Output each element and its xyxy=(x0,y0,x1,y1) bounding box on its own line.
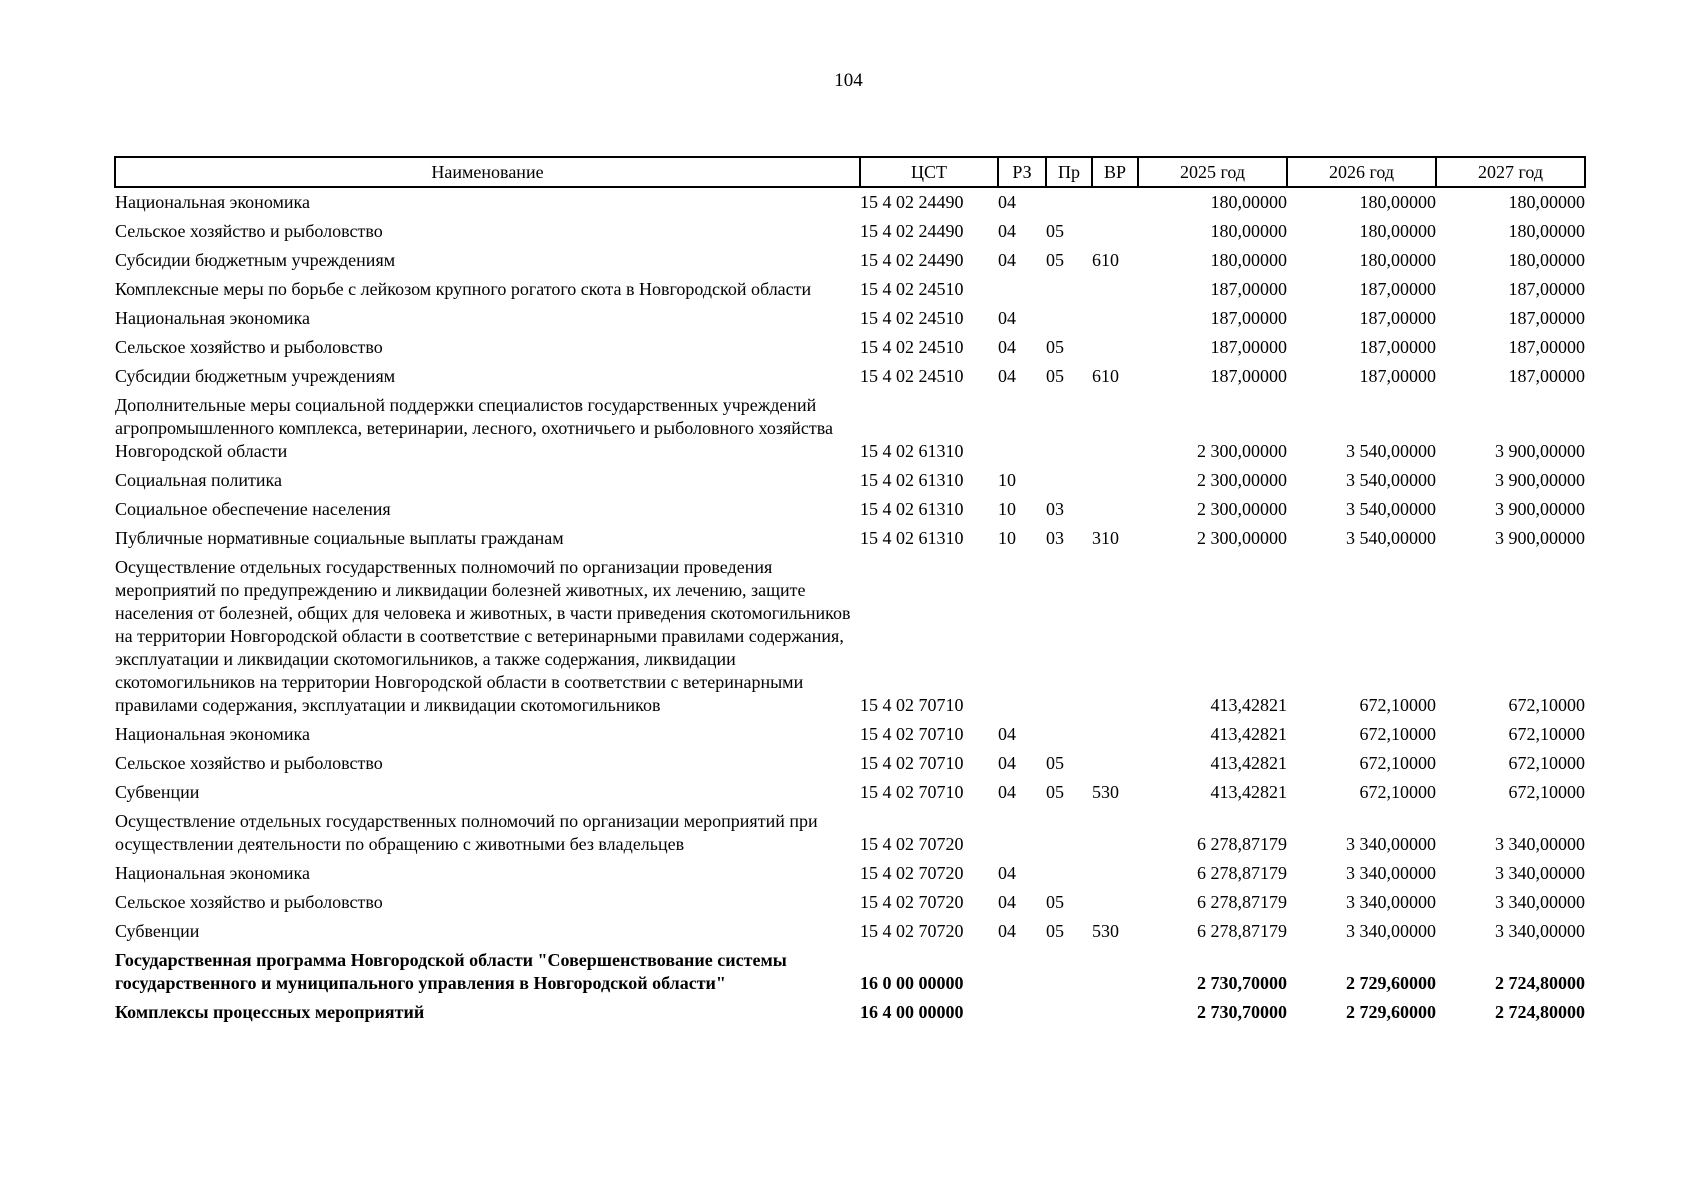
table-row xyxy=(115,495,1585,524)
cell-pr: 05 xyxy=(1046,366,1064,386)
cell-pr xyxy=(1046,391,1092,466)
table-row xyxy=(115,778,1585,807)
cell-y2025: 187,00000 xyxy=(1210,308,1287,328)
cell-vr xyxy=(1092,553,1138,720)
cell-name: Социальная политика xyxy=(115,470,282,490)
cell-y2025: 187,00000 xyxy=(1210,366,1287,386)
cell-vr: 530 xyxy=(1092,782,1119,802)
cell-y2027: 3 340,00000 xyxy=(1495,892,1585,912)
cell-pr: 05 xyxy=(1046,782,1064,802)
cell-y2026: 180,00000 xyxy=(1359,221,1436,241)
cell-y2027: 3 900,00000 xyxy=(1495,528,1585,548)
cell-y2027: 187,00000 xyxy=(1508,337,1585,357)
cell-vr: 530 xyxy=(1092,921,1119,941)
cell-y2025: 6 278,87179 xyxy=(1197,834,1287,854)
cell-rz: 10 xyxy=(998,528,1016,548)
cell-vr: 610 xyxy=(1092,250,1119,270)
cell-vr xyxy=(1092,888,1138,917)
table-header xyxy=(115,157,1585,187)
cell-vr xyxy=(1092,391,1138,466)
cell-y2027: 3 900,00000 xyxy=(1495,441,1585,461)
cell-pr: 03 xyxy=(1046,528,1064,548)
cell-vr xyxy=(1092,217,1138,246)
cell-cst: 15 4 02 70710 xyxy=(860,753,964,773)
cell-cst: 15 4 02 70720 xyxy=(860,921,964,941)
table-row xyxy=(115,217,1585,246)
table-row xyxy=(115,917,1585,946)
cell-y2027: 180,00000 xyxy=(1508,221,1585,241)
cell-y2027: 187,00000 xyxy=(1508,366,1585,386)
cell-y2026: 672,10000 xyxy=(1359,724,1436,744)
cell-y2025: 6 278,87179 xyxy=(1197,892,1287,912)
cell-y2027: 672,10000 xyxy=(1508,782,1585,802)
cell-pr xyxy=(1046,807,1092,859)
cell-cst: 15 4 02 24510 xyxy=(860,337,964,357)
cell-name: Комплексные меры по борьбе с лейкозом крупного рогатого скота в Новгородской области xyxy=(115,279,812,299)
cell-rz: 04 xyxy=(998,250,1016,270)
cell-y2027: 672,10000 xyxy=(1508,724,1585,744)
cell-name: Социальное обеспечение населения xyxy=(115,499,391,519)
cell-vr xyxy=(1092,495,1138,524)
cell-y2027: 672,10000 xyxy=(1508,753,1585,773)
cell-vr xyxy=(1092,946,1138,998)
cell-rz xyxy=(998,998,1046,1027)
cell-y2026: 3 540,00000 xyxy=(1346,528,1436,548)
table-row xyxy=(115,749,1585,778)
table-row xyxy=(115,466,1585,495)
cell-vr: 310 xyxy=(1092,528,1119,548)
cell-rz: 04 xyxy=(998,366,1016,386)
cell-cst: 15 4 02 70720 xyxy=(860,892,964,912)
table-row xyxy=(115,187,1585,217)
cell-rz xyxy=(998,946,1046,998)
cell-name: Национальная экономика xyxy=(115,724,310,744)
cell-y2025: 413,42821 xyxy=(1210,782,1287,802)
table-row xyxy=(115,946,1585,998)
cell-name: Национальная экономика xyxy=(115,192,310,212)
cell-y2026: 672,10000 xyxy=(1359,782,1436,802)
cell-name: Национальная экономика xyxy=(115,308,310,328)
cell-y2025: 6 278,87179 xyxy=(1197,921,1287,941)
cell-name: Субвенции xyxy=(115,782,200,802)
cell-cst: 15 4 02 24490 xyxy=(860,192,964,212)
cell-rz: 04 xyxy=(998,337,1016,357)
cell-vr xyxy=(1092,807,1138,859)
cell-y2025: 2 730,70000 xyxy=(1197,1002,1287,1022)
cell-y2026: 3 540,00000 xyxy=(1346,441,1436,461)
cell-name: Осуществление отдельных государственных полномочий по организации проведения мероприятий по предупреждению и ликвидации болезней животных, их лечению, защите населения от болезней, общих для человека и животных, в части приведения скотомогильников на территории Новгородской области в соответствие с ветеринарными правилами содержания, эксплуатации и ликвидации скотомогильников, а также содержания, ликвидации скотомогильников на территории Новгородской области в соответствии с ветеринарными правилами содержания, эксплуатации и ликвидации скотомогильников xyxy=(115,557,851,715)
cell-y2027: 180,00000 xyxy=(1508,192,1585,212)
table-row xyxy=(115,333,1585,362)
cell-y2026: 3 340,00000 xyxy=(1346,892,1436,912)
table-row xyxy=(115,391,1585,466)
cell-pr: 05 xyxy=(1046,753,1064,773)
cell-cst: 16 4 00 00000 xyxy=(860,1002,964,1022)
cell-y2025: 2 300,00000 xyxy=(1197,441,1287,461)
cell-y2025: 413,42821 xyxy=(1210,753,1287,773)
cell-cst: 16 0 00 00000 xyxy=(860,973,964,993)
cell-y2027: 3 340,00000 xyxy=(1495,863,1585,883)
cell-y2025: 187,00000 xyxy=(1210,337,1287,357)
header-rz: РЗ xyxy=(998,157,1046,187)
cell-rz: 04 xyxy=(998,782,1016,802)
cell-y2027: 2 724,80000 xyxy=(1495,973,1585,993)
cell-y2026: 187,00000 xyxy=(1359,308,1436,328)
cell-vr xyxy=(1092,720,1138,749)
table-row xyxy=(115,524,1585,553)
table-row xyxy=(115,362,1585,391)
cell-name: Национальная экономика xyxy=(115,863,310,883)
page-number: 104 xyxy=(834,70,863,91)
cell-vr xyxy=(1092,859,1138,888)
table-row xyxy=(115,553,1585,720)
cell-y2026: 180,00000 xyxy=(1359,250,1436,270)
cell-y2026: 3 540,00000 xyxy=(1346,499,1436,519)
header-name: Наименование xyxy=(115,157,860,187)
cell-rz: 04 xyxy=(998,308,1016,328)
cell-y2025: 180,00000 xyxy=(1210,192,1287,212)
table-row xyxy=(115,275,1585,304)
cell-rz xyxy=(998,391,1046,466)
cell-y2027: 3 900,00000 xyxy=(1495,470,1585,490)
table-row xyxy=(115,304,1585,333)
cell-name: Субвенции xyxy=(115,921,200,941)
cell-y2027: 187,00000 xyxy=(1508,279,1585,299)
cell-y2026: 672,10000 xyxy=(1359,753,1436,773)
cell-vr xyxy=(1092,275,1138,304)
cell-y2025: 2 730,70000 xyxy=(1197,973,1287,993)
cell-name: Комплексы процессных мероприятий xyxy=(115,1002,425,1022)
cell-pr xyxy=(1046,187,1092,217)
cell-y2025: 187,00000 xyxy=(1210,279,1287,299)
table-row xyxy=(115,246,1585,275)
cell-pr xyxy=(1046,466,1092,495)
cell-name: Публичные нормативные социальные выплаты гражданам xyxy=(115,528,564,548)
cell-cst: 15 4 02 70720 xyxy=(860,863,964,883)
cell-y2026: 187,00000 xyxy=(1359,279,1436,299)
cell-y2027: 3 340,00000 xyxy=(1495,834,1585,854)
cell-pr xyxy=(1046,553,1092,720)
cell-pr xyxy=(1046,304,1092,333)
table-row xyxy=(115,998,1585,1027)
cell-cst: 15 4 02 24510 xyxy=(860,308,964,328)
cell-y2027: 180,00000 xyxy=(1508,250,1585,270)
cell-name: Субсидии бюджетным учреждениям xyxy=(115,250,396,270)
cell-y2026: 2 729,60000 xyxy=(1346,1002,1436,1022)
cell-pr xyxy=(1046,720,1092,749)
cell-cst: 15 4 02 70710 xyxy=(860,724,964,744)
cell-rz: 04 xyxy=(998,863,1016,883)
cell-y2025: 2 300,00000 xyxy=(1197,499,1287,519)
cell-pr: 05 xyxy=(1046,337,1064,357)
cell-y2027: 3 340,00000 xyxy=(1495,921,1585,941)
cell-name: Сельское хозяйство и рыболовство xyxy=(115,337,383,357)
cell-vr xyxy=(1092,998,1138,1027)
cell-pr: 03 xyxy=(1046,499,1064,519)
cell-cst: 15 4 02 61310 xyxy=(860,470,964,490)
cell-y2025: 413,42821 xyxy=(1210,724,1287,744)
cell-rz: 04 xyxy=(998,724,1016,744)
cell-y2026: 3 540,00000 xyxy=(1346,470,1436,490)
cell-y2026: 672,10000 xyxy=(1359,695,1436,715)
cell-vr xyxy=(1092,304,1138,333)
cell-rz: 10 xyxy=(998,499,1016,519)
header-2027: 2027 год xyxy=(1436,157,1585,187)
table-row xyxy=(115,888,1585,917)
header-pr: Пр xyxy=(1046,157,1092,187)
cell-y2025: 2 300,00000 xyxy=(1197,470,1287,490)
cell-pr: 05 xyxy=(1046,921,1064,941)
cell-name: Дополнительные меры социальной поддержки специалистов государственных учреждений агропромышленного комплекса, ветеринарии, лесного, охотничьего и рыболовного хозяйства Новгородской области xyxy=(115,395,833,461)
cell-y2026: 187,00000 xyxy=(1359,337,1436,357)
cell-vr xyxy=(1092,333,1138,362)
cell-vr xyxy=(1092,749,1138,778)
cell-rz xyxy=(998,275,1046,304)
header-cst: ЦСТ xyxy=(860,157,998,187)
cell-cst: 15 4 02 61310 xyxy=(860,528,964,548)
cell-y2027: 672,10000 xyxy=(1508,695,1585,715)
cell-y2027: 3 900,00000 xyxy=(1495,499,1585,519)
cell-vr xyxy=(1092,466,1138,495)
cell-rz: 10 xyxy=(998,470,1016,490)
cell-cst: 15 4 02 24510 xyxy=(860,279,964,299)
cell-cst: 15 4 02 70720 xyxy=(860,834,964,854)
cell-name: Сельское хозяйство и рыболовство xyxy=(115,892,383,912)
cell-y2027: 187,00000 xyxy=(1508,308,1585,328)
cell-y2026: 2 729,60000 xyxy=(1346,973,1436,993)
cell-name: Сельское хозяйство и рыболовство xyxy=(115,221,383,241)
cell-vr: 610 xyxy=(1092,366,1119,386)
cell-rz: 04 xyxy=(998,892,1016,912)
cell-pr xyxy=(1046,998,1092,1027)
table-body xyxy=(115,187,1585,1027)
cell-rz xyxy=(998,807,1046,859)
cell-cst: 15 4 02 70710 xyxy=(860,695,964,715)
cell-y2025: 180,00000 xyxy=(1210,250,1287,270)
cell-cst: 15 4 02 24490 xyxy=(860,221,964,241)
cell-rz xyxy=(998,553,1046,720)
cell-name: Субсидии бюджетным учреждениям xyxy=(115,366,396,386)
cell-name: Осуществление отдельных государственных полномочий по организации мероприятий при осуществлении деятельности по обращению с животными без владельцев xyxy=(115,811,818,854)
cell-pr xyxy=(1046,275,1092,304)
cell-name: Государственная программа Новгородской области "Совершенствование системы государственного и муниципального управления в Новгородской области" xyxy=(115,950,787,993)
cell-y2025: 2 300,00000 xyxy=(1197,528,1287,548)
cell-pr: 05 xyxy=(1046,221,1064,241)
cell-y2026: 187,00000 xyxy=(1359,366,1436,386)
cell-pr xyxy=(1046,946,1092,998)
table-row xyxy=(115,807,1585,859)
cell-y2026: 3 340,00000 xyxy=(1346,921,1436,941)
table-row xyxy=(115,720,1585,749)
cell-y2026: 3 340,00000 xyxy=(1346,834,1436,854)
cell-y2026: 3 340,00000 xyxy=(1346,863,1436,883)
cell-pr: 05 xyxy=(1046,250,1064,270)
cell-cst: 15 4 02 24510 xyxy=(860,366,964,386)
cell-cst: 15 4 02 61310 xyxy=(860,441,964,461)
cell-rz: 04 xyxy=(998,921,1016,941)
table-row xyxy=(115,859,1585,888)
cell-y2025: 180,00000 xyxy=(1210,221,1287,241)
header-2025: 2025 год xyxy=(1138,157,1287,187)
header-2026: 2026 год xyxy=(1287,157,1436,187)
cell-rz: 04 xyxy=(998,192,1016,212)
cell-pr: 05 xyxy=(1046,892,1064,912)
cell-vr xyxy=(1092,187,1138,217)
cell-rz: 04 xyxy=(998,753,1016,773)
cell-cst: 15 4 02 24490 xyxy=(860,250,964,270)
cell-rz: 04 xyxy=(998,221,1016,241)
cell-y2025: 6 278,87179 xyxy=(1197,863,1287,883)
cell-cst: 15 4 02 70710 xyxy=(860,782,964,802)
cell-y2027: 2 724,80000 xyxy=(1495,1002,1585,1022)
cell-y2025: 413,42821 xyxy=(1210,695,1287,715)
cell-pr xyxy=(1046,859,1092,888)
cell-y2026: 180,00000 xyxy=(1359,192,1436,212)
cell-name: Сельское хозяйство и рыболовство xyxy=(115,753,383,773)
header-row xyxy=(115,157,1585,187)
header-vr: ВР xyxy=(1092,157,1138,187)
budget-table xyxy=(114,156,1586,1027)
cell-cst: 15 4 02 61310 xyxy=(860,499,964,519)
